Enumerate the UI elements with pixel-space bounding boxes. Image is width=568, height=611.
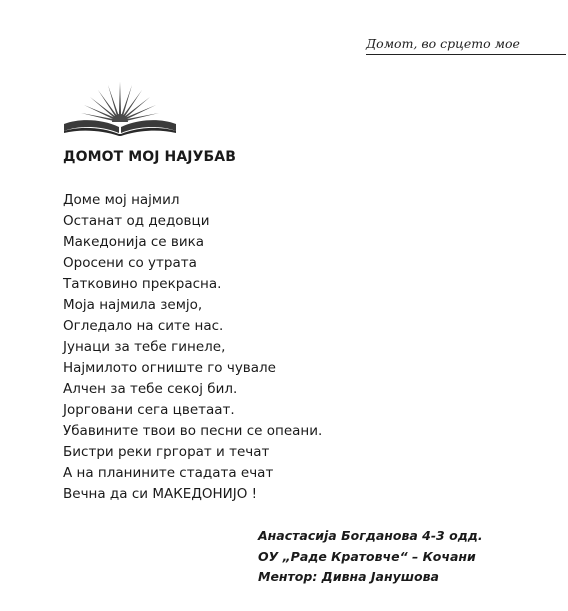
signature-block [258,526,483,588]
poem-title: ДОМОТ МОЈ НАЈУБАВ [63,149,236,165]
poem-line: Најмилото огниште го чувале [63,360,276,376]
poem-line: Останат од дедовци [63,213,210,229]
poem-line: Татковино прекрасна. [63,276,222,292]
poem-line: Алчен за тебе секој бил. [63,381,238,397]
book-base [64,128,176,136]
poem-line: Јунаци за тебе гинеле, [63,339,226,355]
poem-line: Бистри реки гргорат и течат [63,444,270,460]
school-name: ОУ „Раде Кратовче“ – Кочани [258,548,476,564]
poem-line: Огледало на сите нас. [63,318,224,334]
poem-line: Јорговани сега цветаат. [63,402,235,418]
poem-body [63,190,322,505]
mentor-name: Ментор: Дивна Јанушова [258,569,439,584]
poem-line: Македонија се вика [63,234,205,250]
poem-line: А на планините стадата ечат [63,465,274,481]
poem-line: Вечна да си МАКЕДОНИЈО ! [63,486,258,502]
poem-line: Доме мој најмил [63,192,180,208]
author-name: Анастасија Богданова 4-3 одд. [258,528,483,543]
poem-line: Оросени со утрата [63,255,197,271]
poem-line: Убавините твои во песни се опеани. [63,423,323,439]
running-header: Домот, во срцето мое [366,36,566,55]
sun [112,114,128,122]
open-book-with-sunrays-icon [62,80,178,136]
poem-line: Моја најмила земјо, [63,297,203,313]
